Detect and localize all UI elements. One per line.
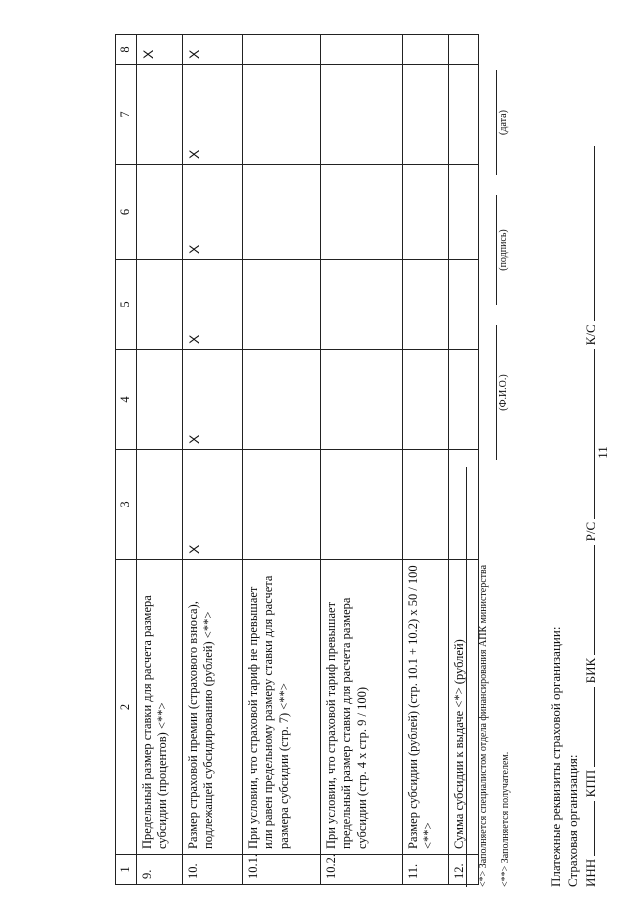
value-cell: [402, 450, 448, 560]
requisites-title: Платежные реквизиты страховой организации:: [548, 626, 563, 887]
inn-field[interactable]: [582, 801, 595, 856]
value-cell: [182, 260, 242, 350]
value-cell: [136, 65, 182, 165]
header-cell: 8: [116, 35, 137, 65]
x-mark: X: [185, 544, 202, 554]
value-cell: [182, 35, 242, 65]
subsidy-table: [115, 34, 479, 885]
value-cell: [242, 450, 320, 560]
header-cell: 5: [116, 260, 137, 350]
value-cell: [320, 350, 402, 450]
row-label: Размер страховой премии (страхового взноса), подлежащей субсидированию (рублей) <**>: [182, 560, 242, 855]
row-label: При условии, что страховой тариф не превышает или равен предельному размеру ставки для расчета размера субсидии (стр. 7) <**>: [242, 560, 320, 855]
value-cell: [448, 65, 478, 165]
value-cell: [448, 165, 478, 260]
value-cell: [402, 65, 448, 165]
date-label: (дата): [498, 110, 509, 135]
row-label: При условии, что страховой тариф превышает предельный размер ставки для расчета размера субсидии (стр. 4 х стр. 9 / 100): [320, 560, 402, 855]
inn-label: ИНН: [583, 858, 598, 887]
row-label: Сумма субсидии к выдаче <*> (рублей): [448, 560, 478, 855]
row-label: Предельный размер ставки для расчета размера субсидии (процентов) <**>: [136, 560, 182, 855]
table-row: [448, 35, 478, 885]
value-cell: [402, 260, 448, 350]
table-row: [402, 35, 448, 885]
value-cell: [448, 350, 478, 450]
rs-label: Р/С: [583, 521, 598, 542]
value-cell: [320, 260, 402, 350]
table-row: [242, 35, 320, 885]
footnote-separator: [466, 467, 467, 887]
row-number: 11.: [402, 855, 448, 885]
insurance-org-label: Страховая организация:: [565, 754, 580, 887]
table-header-row: [116, 35, 137, 885]
ks-label: К/С: [583, 324, 598, 346]
header-cell: 6: [116, 165, 137, 260]
kpp-label: КПП: [583, 769, 598, 798]
value-cell: [182, 65, 242, 165]
value-cell: [448, 35, 478, 65]
fio-label: (Ф.И.О.): [498, 374, 509, 411]
value-cell: [182, 165, 242, 260]
value-cell: [448, 450, 478, 560]
value-cell: [136, 350, 182, 450]
row-number: 10.1.: [242, 855, 320, 885]
x-mark: X: [185, 49, 202, 59]
x-mark: X: [185, 334, 202, 344]
row-number: 10.2.: [320, 855, 402, 885]
value-cell: [242, 35, 320, 65]
value-cell: [182, 350, 242, 450]
x-mark: X: [139, 49, 156, 59]
kpp-field[interactable]: [582, 687, 595, 767]
value-cell: [402, 35, 448, 65]
signature-label: (подпись): [498, 229, 509, 271]
value-cell: [320, 65, 402, 165]
page-number: 11: [595, 446, 610, 459]
row-number: 9.: [136, 855, 182, 885]
value-cell: [320, 165, 402, 260]
value-cell: [136, 450, 182, 560]
footnote-2: <**> Заполняется получателем.: [500, 751, 511, 887]
x-mark: X: [185, 244, 202, 254]
row-number: 10.: [182, 855, 242, 885]
value-cell: [448, 260, 478, 350]
header-cell: 7: [116, 65, 137, 165]
x-mark: X: [185, 434, 202, 444]
signature-line: [496, 195, 497, 305]
x-mark: X: [185, 149, 202, 159]
requisites-row: [582, 146, 599, 887]
value-cell: [136, 165, 182, 260]
value-cell: [242, 165, 320, 260]
fio-line: [496, 325, 497, 460]
date-line: [496, 70, 497, 175]
row-number: 12.: [448, 855, 478, 885]
value-cell: [182, 450, 242, 560]
ks-field[interactable]: [582, 146, 595, 321]
table-row: [320, 35, 402, 885]
value-cell: [402, 350, 448, 450]
header-cell: 2: [116, 560, 137, 855]
rs-field[interactable]: [582, 349, 595, 519]
value-cell: [242, 260, 320, 350]
value-cell: [242, 350, 320, 450]
header-cell: 1: [116, 855, 137, 885]
value-cell: [136, 35, 182, 65]
header-cell: 3: [116, 450, 137, 560]
footnote-1: <*> Заполняется специалистом отдела финансирования АПК министерства: [478, 564, 489, 887]
value-cell: [402, 165, 448, 260]
bik-field[interactable]: [582, 545, 595, 655]
value-cell: [320, 450, 402, 560]
row-label: Размер субсидии (рублей) (стр. 10.1 + 10.2) х 50 / 100 <**>: [402, 560, 448, 855]
value-cell: [136, 260, 182, 350]
table-row: [182, 35, 242, 885]
table-row: [136, 35, 182, 885]
header-cell: 4: [116, 350, 137, 450]
bik-label: БИК: [583, 657, 598, 684]
value-cell: [320, 35, 402, 65]
value-cell: [242, 65, 320, 165]
